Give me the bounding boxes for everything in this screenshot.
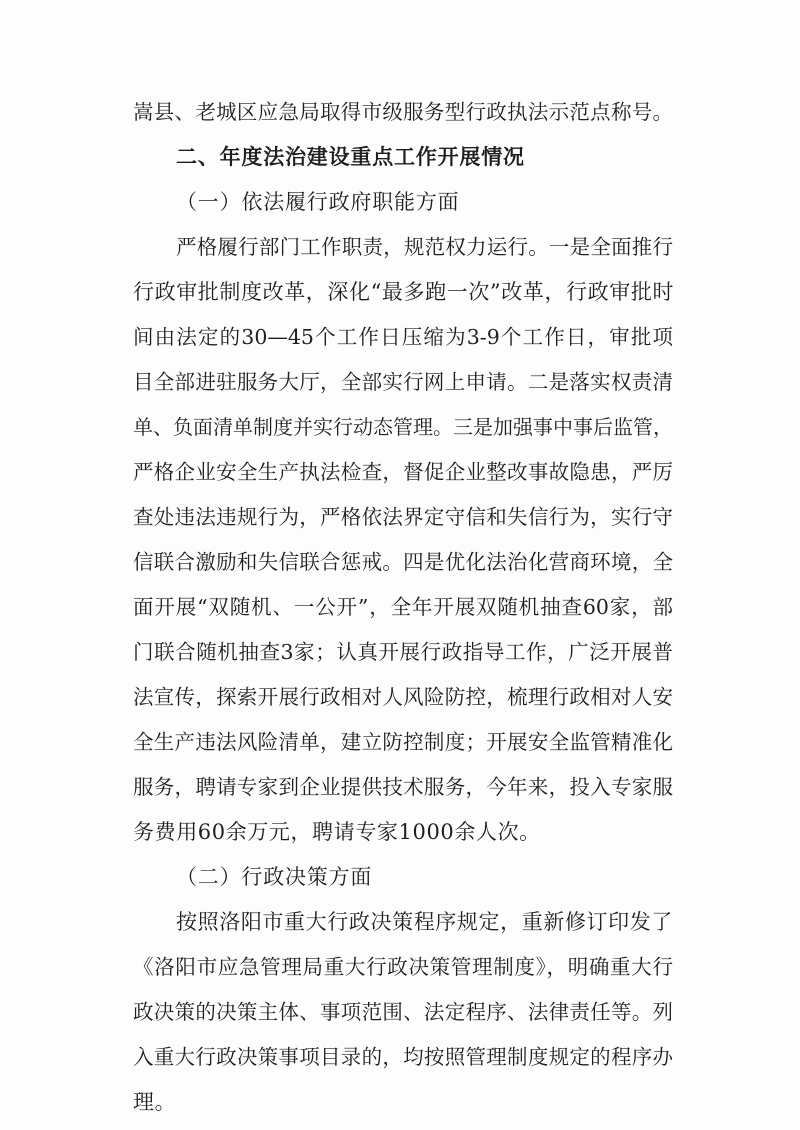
paragraph-line: 严格企业安全生产执法检查，督促企业整改事故隐患，严厉 [133,460,673,484]
paragraph-line: 目全部进驻服务大厅，全部实行网上申请。二是落实权责清 [133,370,673,394]
subsection-heading: （一）依法履行政府职能方面 [176,190,460,214]
paragraph-line: 服务，聘请专家到企业提供技术服务，今年来，投入专家服 [133,775,673,799]
paragraph-line: 行政审批制度改革，深化“最多跑一次”改革，行政审批时 [133,280,675,304]
paragraph-line: 理。 [133,1090,177,1114]
paragraph-line: 查处违法违规行为，严格依法界定守信和失信行为，实行守 [133,505,673,529]
paragraph-line: 间由法定的30—45个工作日压缩为3-9个工作日，审批项 [133,325,673,349]
paragraph-line: 法宣传，探索开展行政相对人风险防控，梳理行政相对人安 [133,685,673,709]
paragraph-line: 《洛阳市应急管理局重大行政决策管理制度》，明确重大行 [133,955,673,979]
paragraph-line: 面开展“双随机、一公开”，全年开展双随机抽查60家，部 [133,595,673,619]
subsection-heading: （二）行政决策方面 [176,865,373,889]
paragraph-line: 信联合激励和失信联合惩戒。四是优化法治化营商环境，全 [133,550,673,574]
paragraph-line: 严格履行部门工作职责，规范权力运行。一是全面推行 [176,235,673,259]
paragraph-line: 嵩县、老城区应急局取得市级服务型行政执法示范点称号。 [133,100,673,124]
paragraph-line: 政决策的决策主体、事项范围、法定程序、法律责任等。列 [133,1000,673,1024]
paragraph-line: 按照洛阳市重大行政决策程序规定，重新修订印发了 [176,910,673,934]
paragraph-line: 单、负面清单制度并实行动态管理。三是加强事中事后监管， [133,415,673,439]
paragraph-line: 全生产违法风险清单，建立防控制度；开展安全监管精准化 [133,730,673,754]
paragraph-line: 务费用60余万元，聘请专家1000余人次。 [133,820,541,844]
section-heading: 二、年度法治建设重点工作开展情况 [176,145,525,169]
paragraph-line: 入重大行政决策事项目录的，均按照管理制度规定的程序办 [133,1045,673,1069]
paragraph-line: 门联合随机抽查3家；认真开展行政指导工作，广泛开展普 [133,640,673,664]
